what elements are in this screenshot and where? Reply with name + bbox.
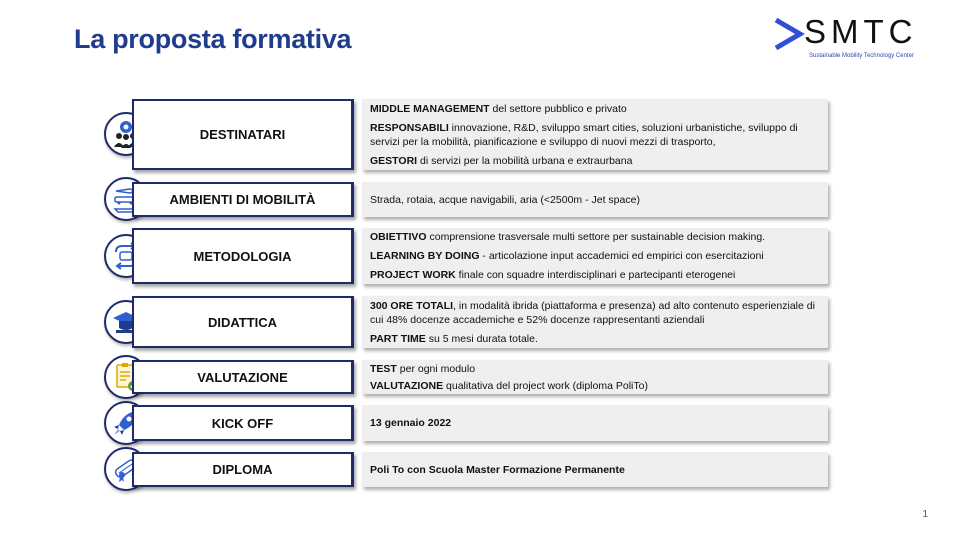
page-number: 1: [922, 509, 928, 520]
content-line: [370, 463, 820, 477]
content-text: innovazione, R&D, sviluppo smart cities, soluzioni urbanistiche, sviluppo di servizi per la mobilità, pianificazione e sviluppo di nuovi mezzi di trasporto,: [370, 121, 798, 148]
content-bold: TEST: [370, 362, 397, 375]
row-content: [362, 182, 828, 217]
content-line: [370, 193, 820, 207]
row-label: [132, 296, 354, 348]
row-label-text: DIPLOMA: [212, 462, 273, 477]
content-line: [370, 362, 820, 376]
content-bold: OBIETTIVO: [370, 231, 427, 243]
row-content: [362, 296, 828, 348]
row-metodologia: [104, 228, 834, 284]
content-line: [370, 102, 820, 116]
content-line: [370, 154, 820, 168]
content-line: [370, 332, 820, 346]
row-label-text: KICK OFF: [211, 415, 274, 431]
row-didattica: [104, 296, 834, 348]
row-valutazione: [104, 360, 834, 394]
row-content: [362, 405, 828, 441]
row-ambienti: [104, 182, 834, 217]
logo-name: SMTC: [804, 13, 918, 50]
content-text: Strada, rotaia, acque navigabili, aria (<2500m - Jet space): [370, 193, 640, 206]
row-diploma: [104, 452, 834, 487]
row-label: [132, 99, 354, 170]
row-label: [132, 228, 354, 284]
row-content: [362, 99, 828, 170]
content-text: per ogni modulo: [396, 362, 476, 375]
content-line: [370, 268, 820, 282]
page-title: La proposta formativa: [74, 24, 352, 54]
content-line: [370, 299, 820, 327]
row-label-text: AMBIENTI DI MOBILITÀ: [169, 192, 316, 207]
content-text: comprensione trasversale multi settore per sustainable decision making.: [426, 231, 766, 243]
row-label-text: DESTINATARI: [199, 127, 286, 142]
row-label-text: VALUTAZIONE: [197, 369, 288, 385]
content-text: del settore pubblico e privato: [489, 102, 627, 115]
content-line: [370, 249, 820, 263]
content-line: [370, 230, 820, 244]
content-bold: 300 ORE TOTALI: [370, 299, 454, 312]
content-bold: RESPONSABILI: [370, 121, 449, 134]
row-label: [132, 182, 354, 217]
content-line: [370, 379, 820, 393]
row-content: [362, 452, 828, 487]
row-kick-off: [104, 405, 834, 441]
content-line: [370, 121, 820, 149]
content-bold: PROJECT WORK: [370, 269, 456, 281]
content-text: finale con squadre interdisciplinari e partecipanti eterogenei: [455, 269, 736, 281]
row-destinatari: [104, 99, 834, 170]
content-bold: MIDDLE MANAGEMENT: [370, 102, 490, 115]
logo-subtitle: Sustainable Mobility Technology Center: [809, 53, 914, 59]
content-text: - articolazione input accademici ed empirici con esercitazioni: [479, 250, 764, 262]
row-label: [132, 452, 354, 487]
content-bold: VALUTAZIONE: [370, 379, 444, 392]
row-label-text: DIDATTICA: [207, 314, 278, 330]
content-bold: GESTORI: [370, 154, 418, 167]
content-text: , in modalità ibrida (piattaforma e presenza) ad alto contenuto esperienziale di cui 48% docenze accademiche e 52% docenze rappresentanti aziendali: [370, 299, 815, 326]
row-content: [362, 360, 828, 394]
content-bold: Poli To con Scuola Master Formazione Permanente: [370, 463, 625, 476]
row-label-text: METODOLOGIA: [193, 248, 292, 264]
row-content: [362, 228, 828, 284]
content-text: di servizi per la mobilità urbana e extraurbana: [417, 154, 633, 167]
content-bold: PART TIME: [370, 332, 426, 345]
smtc-logo: [772, 13, 940, 66]
content-bold: LEARNING BY DOING: [370, 250, 480, 262]
content-text: qualitativa del project work (diploma PoliTo): [443, 379, 648, 392]
row-label: [132, 360, 354, 394]
content-line: [370, 416, 820, 430]
row-label: [132, 405, 354, 441]
content-text: su 5 mesi durata totale.: [425, 332, 538, 345]
content-bold: 13 gennaio 2022: [370, 417, 452, 429]
